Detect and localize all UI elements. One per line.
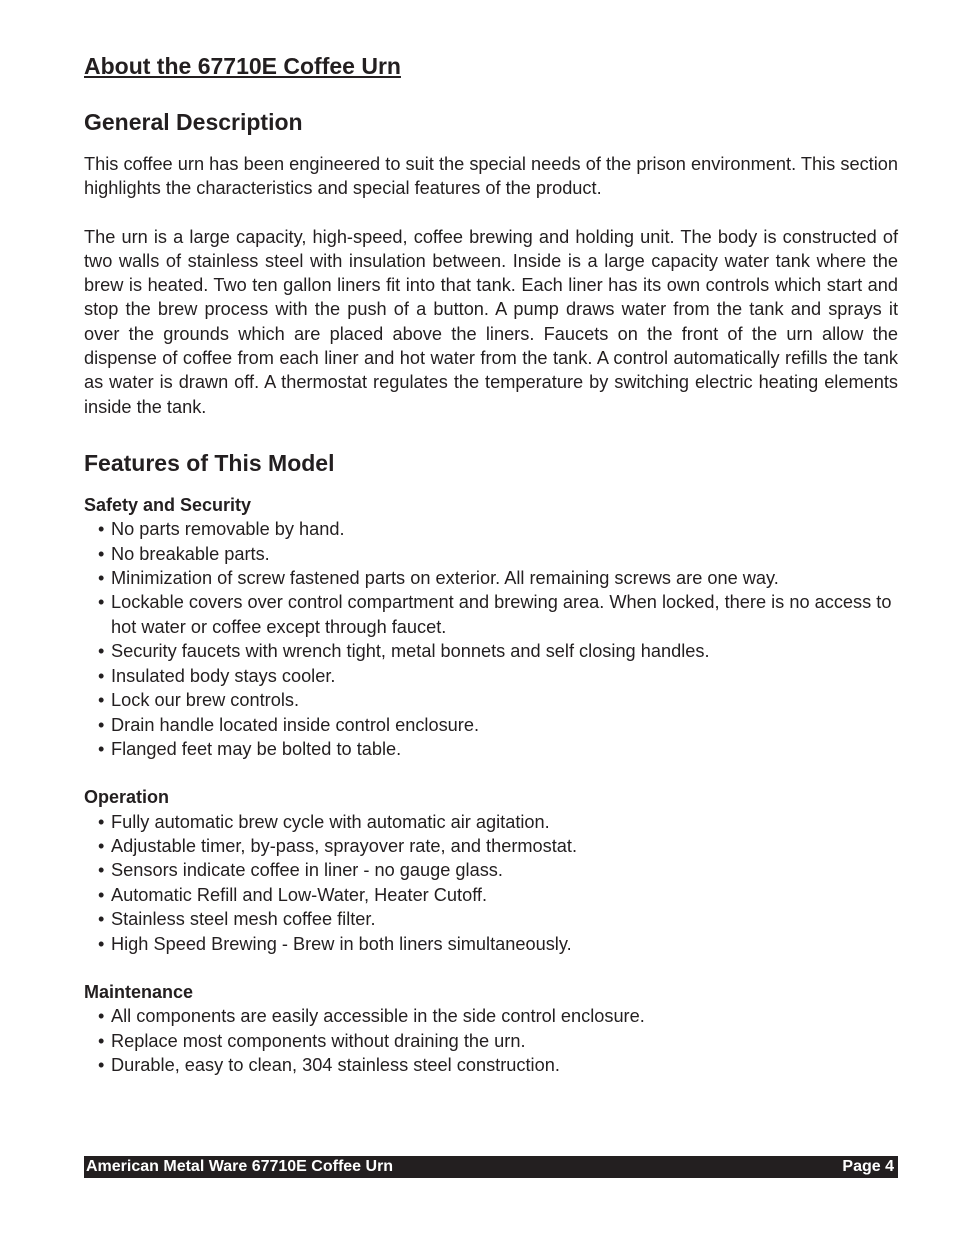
list-item: • Sensors indicate coffee in liner - no gauge glass. (98, 858, 898, 882)
footer-page-number: Page 4 (842, 1158, 894, 1175)
list-item: • All components are easily accessible in the side control enclosure. (98, 1004, 898, 1028)
maintenance-heading: Maintenance (84, 982, 194, 1003)
document-title: About the 67710E Coffee Urn (84, 53, 401, 79)
list-item: • Fully automatic brew cycle with automatic air agitation. (98, 810, 898, 834)
list-item: • Adjustable timer, by-pass, sprayover rate, and thermostat. (98, 834, 898, 858)
safety-security-heading: Safety and Security (84, 494, 252, 515)
operation-list (84, 810, 898, 956)
list-item: • Automatic Refill and Low-Water, Heater Cutoff. (98, 883, 898, 907)
general-description-paragraph-2: The urn is a large capacity, high-speed, coffee brewing and holding unit. The body is constructed of two walls of stainless steel with insulation between. Inside is a large capacity water tank where the brew is heated. Two ten gallon liners fit into that tank. Each liner has its own controls which start and stop the brew process with the push of a button. A pump draws water from the tank and sprays it over the grounds which are placed above the liners. Faucets on the front of the urn allow the dispense of coffee from each liner and hot water from the tank. A control automatically refills the tank as water is drawn off. A thermostat regulates the temperature by switching electric heating elements inside the tank. (84, 226, 898, 417)
list-item: • Lockable covers over control compartment and brewing area. When locked, there is no access to hot water or coffee except through faucet. (98, 590, 898, 639)
maintenance-list (84, 1004, 898, 1077)
list-item: • Drain handle located inside control enclosure. (98, 713, 898, 737)
list-item: • Lock our brew controls. (98, 688, 898, 712)
page-footer (84, 1156, 898, 1178)
list-item: • Durable, easy to clean, 304 stainless steel construction. (98, 1053, 898, 1077)
general-description-heading: General Description (84, 109, 303, 135)
document-page (84, 50, 898, 1078)
list-item: • Stainless steel mesh coffee filter. (98, 907, 898, 931)
features-heading: Features of This Model (84, 449, 335, 476)
list-item: • Replace most components without draining the urn. (98, 1029, 898, 1053)
general-description-paragraph-1: This coffee urn has been engineered to suit the special needs of the prison environment. This section highlights the characteristics and special features of the product. (84, 154, 898, 199)
operation-heading: Operation (84, 787, 170, 808)
list-item: • No breakable parts. (98, 542, 898, 566)
list-item: • No parts removable by hand. (98, 517, 898, 541)
list-item: • High Speed Brewing - Brew in both liners simultaneously. (98, 932, 898, 956)
list-item: • Security faucets with wrench tight, metal bonnets and self closing handles. (98, 639, 898, 663)
list-item: • Flanged feet may be bolted to table. (98, 737, 898, 761)
footer-document-name: American Metal Ware 67710E Coffee Urn (86, 1158, 394, 1175)
list-item: • Minimization of screw fastened parts on exterior. All remaining screws are one way. (98, 566, 898, 590)
safety-security-list (84, 517, 898, 761)
list-item: • Insulated body stays cooler. (98, 664, 898, 688)
